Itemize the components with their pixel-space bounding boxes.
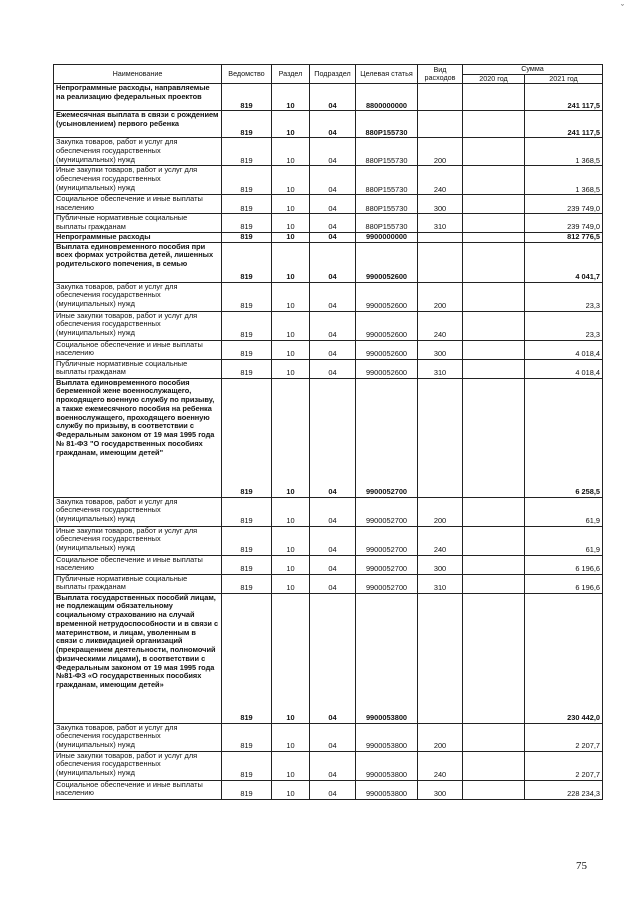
row-sum-2021: 230 442,0 [525,593,603,723]
row-exp-type: 200 [418,138,463,166]
row-section: 10 [272,214,310,232]
header-target: Целевая статья [356,65,418,84]
table-row [54,111,603,138]
row-dept: 819 [222,311,272,340]
row-dept: 819 [222,555,272,574]
row-dept: 819 [222,214,272,232]
row-section: 10 [272,232,310,242]
row-section: 10 [272,378,310,497]
row-subsection: 04 [310,751,356,780]
table-row [54,780,603,799]
row-name: Социальное обеспечение и иные выплаты населению [54,195,222,214]
row-sum-2020 [463,497,525,526]
row-sum-2021: 6 258,5 [525,378,603,497]
corner-mark: ˇ [621,3,624,13]
table-row [54,84,603,111]
row-name: Социальное обеспечение и иные выплаты населению [54,555,222,574]
row-sum-2020 [463,111,525,138]
row-target: 9900052600 [356,282,418,311]
row-sum-2021: 1 368,5 [525,166,603,195]
row-sum-2020 [463,751,525,780]
row-sum-2020 [463,555,525,574]
row-target: 9900052700 [356,497,418,526]
row-exp-type [418,242,463,282]
row-sum-2021: 241 117,5 [525,84,603,111]
row-exp-type: 310 [418,359,463,378]
row-dept: 819 [222,282,272,311]
row-sum-2020 [463,378,525,497]
row-name: Выплата государственных пособий лицам, не подлежащим обязательному социальному страхованию на случай временной нетрудоспособности и в связи с материнством, и лицам, уволенным в связи с ликвидацией организаций (прекращением деятельности, полномочий физическими лицами), в соответствии с Федеральным законом от 19 мая 1995 года №81-ФЗ «О государственных пособиях гражданам, имеющим детей» [54,593,222,723]
header-subsection: Подраздел [310,65,356,84]
table-row [54,555,603,574]
row-target: 9900053800 [356,751,418,780]
row-name: Закупка товаров, работ и услуг для обеспечения государственных (муниципальных) нужд [54,138,222,166]
row-target: 9900000000 [356,232,418,242]
row-exp-type: 200 [418,282,463,311]
row-dept: 819 [222,574,272,593]
row-dept: 819 [222,166,272,195]
row-sum-2021: 2 207,7 [525,723,603,751]
row-sum-2021: 61,9 [525,497,603,526]
row-dept: 819 [222,593,272,723]
table-row [54,166,603,195]
row-target: 9900052600 [356,359,418,378]
row-section: 10 [272,359,310,378]
row-exp-type: 200 [418,723,463,751]
row-sum-2021: 6 196,6 [525,555,603,574]
row-sum-2020 [463,526,525,555]
row-exp-type: 240 [418,526,463,555]
row-exp-type: 310 [418,574,463,593]
row-exp-type [418,111,463,138]
row-subsection: 04 [310,574,356,593]
row-section: 10 [272,242,310,282]
table-row [54,138,603,166]
row-section: 10 [272,166,310,195]
row-sum-2021: 2 207,7 [525,751,603,780]
row-name: Иные закупки товаров, работ и услуг для обеспечения государственных (муниципальных) нужд [54,751,222,780]
row-sum-2020 [463,84,525,111]
header-2021: 2021 год [525,75,603,84]
row-target: 9900052700 [356,378,418,497]
row-name: Публичные нормативные социальные выплаты гражданам [54,214,222,232]
row-target: 9900053800 [356,780,418,799]
table-row [54,378,603,497]
row-sum-2020 [463,232,525,242]
row-exp-type: 300 [418,340,463,359]
row-section: 10 [272,593,310,723]
row-dept: 819 [222,497,272,526]
row-subsection: 04 [310,340,356,359]
row-sum-2020 [463,282,525,311]
row-section: 10 [272,497,310,526]
row-name: Ежемесячная выплата в связи с рождением (усыновлением) первого ребенка [54,111,222,138]
row-subsection: 04 [310,593,356,723]
row-target: 8800000000 [356,84,418,111]
row-sum-2020 [463,723,525,751]
table-row [54,723,603,751]
header-2020: 2020 год [463,75,525,84]
row-target: 9900052700 [356,526,418,555]
row-name: Выплата единовременного пособия при всех формах устройства детей, лишенных родительского попечения, в семью [54,242,222,282]
table-row [54,497,603,526]
row-sum-2021: 4 018,4 [525,340,603,359]
row-sum-2021: 241 117,5 [525,111,603,138]
row-target: 880P155730 [356,195,418,214]
row-target: 880P155730 [356,111,418,138]
row-subsection: 04 [310,242,356,282]
row-dept: 819 [222,359,272,378]
row-section: 10 [272,574,310,593]
row-exp-type: 200 [418,497,463,526]
table-row [54,311,603,340]
row-name: Социальное обеспечение и иные выплаты населению [54,780,222,799]
row-name: Публичные нормативные социальные выплаты гражданам [54,574,222,593]
row-name: Непрограммные расходы [54,232,222,242]
row-subsection: 04 [310,84,356,111]
table-row [54,526,603,555]
row-target: 9900052600 [356,340,418,359]
row-name: Иные закупки товаров, работ и услуг для обеспечения государственных (муниципальных) нужд [54,526,222,555]
row-dept: 819 [222,780,272,799]
row-section: 10 [272,340,310,359]
row-subsection: 04 [310,526,356,555]
row-subsection: 04 [310,282,356,311]
row-exp-type: 240 [418,166,463,195]
row-sum-2021: 239 749,0 [525,214,603,232]
table-row [54,242,603,282]
table-row [54,593,603,723]
table-row [54,282,603,311]
header-name: Наименование [54,65,222,84]
row-target: 9900052700 [356,574,418,593]
row-sum-2021: 23,3 [525,282,603,311]
row-dept: 819 [222,340,272,359]
row-sum-2020 [463,138,525,166]
row-subsection: 04 [310,111,356,138]
row-sum-2021: 1 368,5 [525,138,603,166]
row-subsection: 04 [310,359,356,378]
row-target: 9900052600 [356,311,418,340]
row-name: Иные закупки товаров, работ и услуг для обеспечения государственных (муниципальных) нужд [54,166,222,195]
row-sum-2021: 4 041,7 [525,242,603,282]
row-section: 10 [272,282,310,311]
row-exp-type: 240 [418,311,463,340]
table-row [54,751,603,780]
row-exp-type: 240 [418,751,463,780]
row-dept: 819 [222,723,272,751]
row-section: 10 [272,526,310,555]
header-dept: Ведомство [222,65,272,84]
row-section: 10 [272,723,310,751]
row-dept: 819 [222,111,272,138]
page-number: 75 [576,860,587,872]
row-section: 10 [272,555,310,574]
row-dept: 819 [222,195,272,214]
row-dept: 819 [222,751,272,780]
row-name: Иные закупки товаров, работ и услуг для обеспечения государственных (муниципальных) нужд [54,311,222,340]
budget-table [53,64,603,800]
row-sum-2021: 6 196,6 [525,574,603,593]
row-name: Выплата единовременного пособия беременной жене военнослужащего, проходящего военную службу по призыву, а также ежемесячного пособия на ребенка военнослужащего, проходящего военную службу по призыву, в соответствии с Федеральным законом от 19 мая 1995 года № 81-ФЗ "О государственных пособиях гражданам, имеющим детей" [54,378,222,497]
row-dept: 819 [222,378,272,497]
row-subsection: 04 [310,555,356,574]
row-sum-2020 [463,214,525,232]
row-subsection: 04 [310,378,356,497]
row-exp-type [418,593,463,723]
row-subsection: 04 [310,232,356,242]
row-sum-2021: 239 749,0 [525,195,603,214]
row-section: 10 [272,111,310,138]
row-sum-2020 [463,311,525,340]
row-section: 10 [272,138,310,166]
row-name: Непрограммные расходы, направляемые на реализацию федеральных проектов [54,84,222,111]
row-exp-type: 300 [418,195,463,214]
row-name: Закупка товаров, работ и услуг для обеспечения государственных (муниципальных) нужд [54,282,222,311]
row-sum-2020 [463,242,525,282]
row-name: Закупка товаров, работ и услуг для обеспечения государственных (муниципальных) нужд [54,497,222,526]
row-target: 9900052600 [356,242,418,282]
row-target: 880P155730 [356,166,418,195]
row-name: Публичные нормативные социальные выплаты гражданам [54,359,222,378]
row-target: 9900052700 [356,555,418,574]
row-exp-type [418,232,463,242]
table-row [54,214,603,232]
table-row [54,340,603,359]
row-sum-2021: 23,3 [525,311,603,340]
row-target: 9900053800 [356,593,418,723]
row-exp-type: 310 [418,214,463,232]
row-subsection: 04 [310,195,356,214]
row-sum-2020 [463,593,525,723]
row-subsection: 04 [310,497,356,526]
row-dept: 819 [222,242,272,282]
row-subsection: 04 [310,166,356,195]
row-sum-2021: 812 776,5 [525,232,603,242]
row-sum-2020 [463,780,525,799]
table-row [54,359,603,378]
row-sum-2020 [463,340,525,359]
row-exp-type: 300 [418,780,463,799]
row-exp-type [418,84,463,111]
row-sum-2020 [463,359,525,378]
row-subsection: 04 [310,214,356,232]
row-sum-2021: 228 234,3 [525,780,603,799]
row-target: 880P155730 [356,214,418,232]
row-sum-2020 [463,166,525,195]
row-dept: 819 [222,84,272,111]
row-section: 10 [272,780,310,799]
row-section: 10 [272,84,310,111]
row-dept: 819 [222,526,272,555]
row-subsection: 04 [310,780,356,799]
row-subsection: 04 [310,138,356,166]
row-target: 880P155730 [356,138,418,166]
header-section: Раздел [272,65,310,84]
row-subsection: 04 [310,723,356,751]
row-name: Закупка товаров, работ и услуг для обеспечения государственных (муниципальных) нужд [54,723,222,751]
row-name: Социальное обеспечение и иные выплаты населению [54,340,222,359]
row-sum-2021: 4 018,4 [525,359,603,378]
row-section: 10 [272,195,310,214]
table-row [54,232,603,242]
row-dept: 819 [222,232,272,242]
row-section: 10 [272,751,310,780]
row-subsection: 04 [310,311,356,340]
row-exp-type: 300 [418,555,463,574]
row-sum-2020 [463,574,525,593]
row-sum-2020 [463,195,525,214]
table-row [54,195,603,214]
header-sum: Сумма [463,65,603,75]
table-row [54,574,603,593]
header-exp-type: Вид расходов [418,65,463,84]
row-dept: 819 [222,138,272,166]
row-exp-type [418,378,463,497]
row-sum-2021: 61,9 [525,526,603,555]
row-section: 10 [272,311,310,340]
header-row-top [54,65,603,75]
row-target: 9900053800 [356,723,418,751]
